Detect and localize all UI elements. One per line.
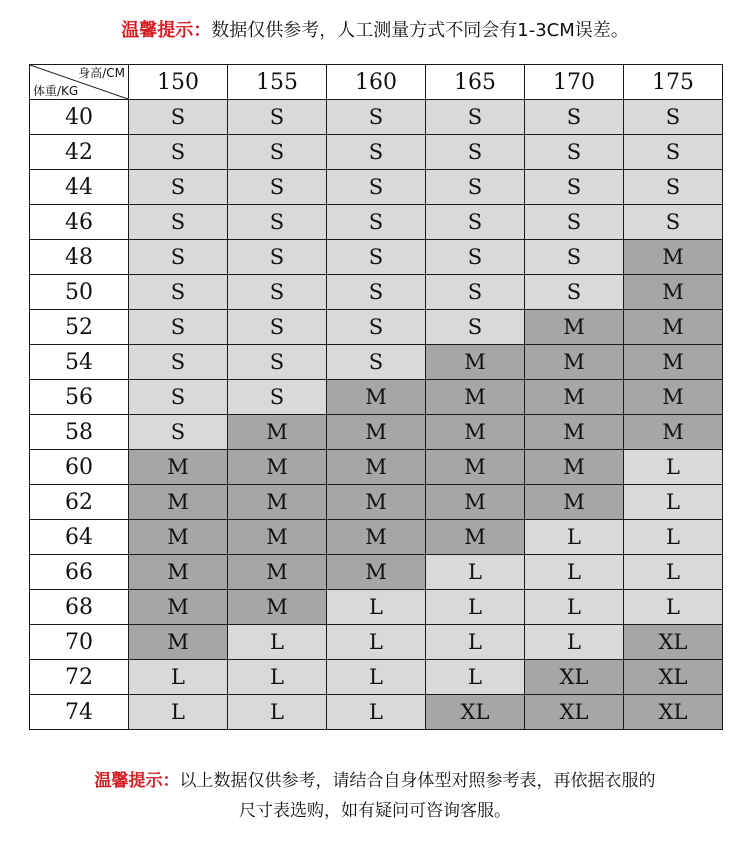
weight-cell: 42 (30, 135, 129, 170)
table-row (30, 625, 723, 660)
size-cell: S (525, 170, 624, 205)
header-row (30, 65, 723, 100)
height-header-170: 170 (525, 65, 624, 100)
size-cell: S (129, 380, 228, 415)
size-cell: S (129, 310, 228, 345)
size-cell: S (426, 170, 525, 205)
size-cell: S (525, 240, 624, 275)
size-cell: S (228, 205, 327, 240)
size-cell: L (426, 590, 525, 625)
size-cell: L (327, 660, 426, 695)
size-cell: S (129, 345, 228, 380)
height-header-175: 175 (624, 65, 723, 100)
size-cell: M (525, 310, 624, 345)
size-cell: S (129, 170, 228, 205)
size-cell: XL (624, 660, 723, 695)
size-cell: S (327, 240, 426, 275)
table-row (30, 485, 723, 520)
weight-cell: 46 (30, 205, 129, 240)
table-row (30, 695, 723, 730)
size-cell: L (525, 520, 624, 555)
size-cell: S (327, 345, 426, 380)
size-cell: M (624, 275, 723, 310)
size-cell: S (129, 240, 228, 275)
bottom-note-line-2: 尺寸表选购，如有疑问可咨询客服。 (239, 801, 511, 821)
size-cell: L (426, 625, 525, 660)
size-cell: M (624, 345, 723, 380)
size-cell: M (624, 415, 723, 450)
size-cell: S (228, 100, 327, 135)
size-cell: S (129, 205, 228, 240)
size-cell: M (327, 450, 426, 485)
size-cell: L (624, 485, 723, 520)
weight-cell: 70 (30, 625, 129, 660)
bottom-note-line-1 (0, 766, 750, 796)
weight-cell: 66 (30, 555, 129, 590)
size-cell: S (525, 135, 624, 170)
size-cell: L (624, 450, 723, 485)
size-cell: S (228, 135, 327, 170)
weight-cell: 54 (30, 345, 129, 380)
size-cell: M (228, 415, 327, 450)
table-row (30, 240, 723, 275)
size-cell: M (525, 450, 624, 485)
size-cell: L (327, 590, 426, 625)
weight-cell: 58 (30, 415, 129, 450)
table-row (30, 100, 723, 135)
top-note (0, 18, 750, 44)
table-row (30, 135, 723, 170)
size-cell: S (624, 170, 723, 205)
weight-cell: 56 (30, 380, 129, 415)
table-row (30, 345, 723, 380)
size-cell: S (228, 345, 327, 380)
size-cell: M (426, 485, 525, 520)
size-cell: S (129, 415, 228, 450)
weight-cell: 62 (30, 485, 129, 520)
corner-cell (30, 65, 129, 100)
table-row (30, 170, 723, 205)
size-cell: S (426, 275, 525, 310)
weight-cell: 52 (30, 310, 129, 345)
height-header-160: 160 (327, 65, 426, 100)
size-cell: S (327, 275, 426, 310)
height-axis-label: 身高/CM (78, 66, 125, 80)
size-cell: S (228, 275, 327, 310)
size-cell: M (228, 590, 327, 625)
size-cell: M (228, 555, 327, 590)
size-cell: L (624, 520, 723, 555)
bottom-note (0, 766, 750, 826)
size-cell: XL (525, 695, 624, 730)
size-cell: XL (624, 695, 723, 730)
size-cell: M (525, 380, 624, 415)
size-cell: L (624, 590, 723, 625)
size-cell: S (129, 135, 228, 170)
size-cell: XL (525, 660, 624, 695)
weight-cell: 64 (30, 520, 129, 555)
table-row (30, 205, 723, 240)
weight-cell: 60 (30, 450, 129, 485)
size-cell: S (327, 310, 426, 345)
size-cell: M (426, 520, 525, 555)
size-cell: M (228, 450, 327, 485)
weight-cell: 74 (30, 695, 129, 730)
size-cell: M (327, 380, 426, 415)
table-row (30, 660, 723, 695)
size-cell: L (525, 625, 624, 660)
size-cell: L (426, 660, 525, 695)
weight-cell: 72 (30, 660, 129, 695)
size-cell: M (624, 380, 723, 415)
size-cell: M (426, 345, 525, 380)
size-cell: S (327, 100, 426, 135)
size-cell: M (426, 450, 525, 485)
table-row (30, 520, 723, 555)
height-header-155: 155 (228, 65, 327, 100)
size-cell: S (426, 135, 525, 170)
size-cell: M (624, 240, 723, 275)
size-cell: S (129, 100, 228, 135)
size-cell: S (624, 100, 723, 135)
size-cell: L (327, 625, 426, 660)
weight-cell: 40 (30, 100, 129, 135)
size-cell: M (327, 555, 426, 590)
size-cell: L (525, 590, 624, 625)
table-body (30, 100, 723, 730)
size-cell: S (327, 205, 426, 240)
top-note-label: 温馨提示： (121, 20, 212, 41)
size-cell: S (327, 135, 426, 170)
size-cell: S (228, 380, 327, 415)
size-cell: S (624, 135, 723, 170)
size-cell: S (228, 310, 327, 345)
bottom-note-label: 温馨提示： (94, 771, 180, 791)
height-header-150: 150 (129, 65, 228, 100)
table-row (30, 415, 723, 450)
size-cell: M (129, 555, 228, 590)
size-cell: L (228, 625, 327, 660)
size-cell: M (129, 625, 228, 660)
size-cell: XL (426, 695, 525, 730)
size-cell: L (129, 695, 228, 730)
bottom-note-text-1: 以上数据仅供参考，请结合自身体型对照参考表，再依据衣服的 (179, 771, 656, 791)
table-row (30, 380, 723, 415)
size-cell: M (129, 485, 228, 520)
table-row (30, 450, 723, 485)
size-cell: M (129, 450, 228, 485)
size-table (29, 64, 723, 730)
size-cell: M (327, 485, 426, 520)
height-header-165: 165 (426, 65, 525, 100)
size-cell: S (228, 170, 327, 205)
size-cell: S (525, 100, 624, 135)
size-cell: L (327, 695, 426, 730)
size-cell: S (426, 205, 525, 240)
size-cell: XL (624, 625, 723, 660)
size-cell: M (228, 485, 327, 520)
size-cell: S (129, 275, 228, 310)
weight-axis-label: 体重/KG (33, 84, 79, 98)
size-cell: S (426, 100, 525, 135)
table-row (30, 555, 723, 590)
weight-cell: 68 (30, 590, 129, 625)
weight-cell: 50 (30, 275, 129, 310)
table-row (30, 590, 723, 625)
size-cell: M (426, 380, 525, 415)
weight-cell: 48 (30, 240, 129, 275)
size-cell: S (426, 310, 525, 345)
size-cell: L (129, 660, 228, 695)
size-cell: M (327, 415, 426, 450)
size-cell: M (327, 520, 426, 555)
size-cell: L (228, 660, 327, 695)
size-cell: M (129, 520, 228, 555)
size-cell: L (624, 555, 723, 590)
size-cell: L (525, 555, 624, 590)
size-cell: S (426, 240, 525, 275)
size-cell: S (228, 240, 327, 275)
size-chart (29, 64, 723, 730)
size-cell: M (525, 485, 624, 520)
size-cell: S (525, 275, 624, 310)
size-cell: L (426, 555, 525, 590)
size-cell: L (228, 695, 327, 730)
size-cell: M (624, 310, 723, 345)
size-cell: M (228, 520, 327, 555)
size-cell: M (129, 590, 228, 625)
size-cell: M (525, 415, 624, 450)
table-row (30, 310, 723, 345)
size-cell: M (426, 415, 525, 450)
size-cell: S (525, 205, 624, 240)
size-cell: S (327, 170, 426, 205)
weight-cell: 44 (30, 170, 129, 205)
size-cell: M (525, 345, 624, 380)
size-cell: S (624, 205, 723, 240)
table-row (30, 275, 723, 310)
top-note-text: 数据仅供参考，人工测量方式不同会有1-3CM误差。 (211, 20, 629, 41)
